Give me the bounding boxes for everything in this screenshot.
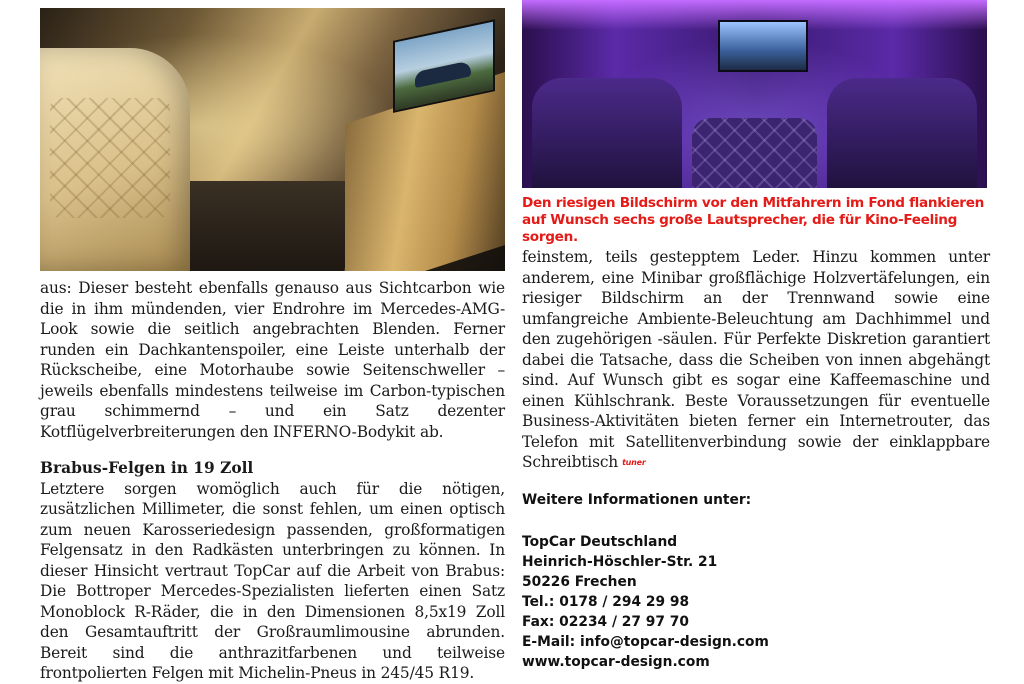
contact-email[interactable]: E-Mail: info@topcar-design.com [522, 634, 769, 651]
tuner-end-logo: tuner [622, 457, 646, 467]
photo-large-screen [718, 20, 808, 72]
interior-photo-ambient-lighting [522, 0, 987, 188]
contact-company: TopCar Deutschland [522, 534, 678, 551]
article-paragraph-bodykit: aus: Dieser besteht ebenfalls genauso aus Sichtcarbon wie die in ihm mündenden, vier Endrohre im Mercedes-AMG-Look sowie die seitlich angebrachten Blenden. Ferner runden ein Dachkantenspoiler, eine Leiste unterhalb der Rückscheibe, eine Motorhaube sowie Seitenschweller – jeweils ebenfalls mindestens teilweise im Carbon-typischen grau schimmernd – und ein Satz dezenter Kotflügelverbreiterungen den INFERNO-Bodykit ab. [40, 279, 505, 441]
contact-city: 50226 Frechen [522, 574, 637, 591]
left-column [40, 0, 505, 684]
contact-street: Heinrich-Höschler-Str. 21 [522, 554, 718, 571]
article-paragraph-interior-text: feinstem, teils gestepptem Leder. Hinzu kommen unter anderem, eine Minibar großflächige Holzvertäfelungen, ein riesiger Bildschirm an der Trennwand sowie eine umfangreiche Ambiente-Beleuchtung am Dachhimmel und den zugehörigen -säulen. Für Perfekte Diskretion garantiert dabei die Tatsache, dass die Scheiben von innen abgehängt sind. Auf Wunsch gibt es sogar eine Kaffeemaschine und einen Kühlschrank. Beste Voraussetzungen für eventuelle Business-Aktivitäten bieten ferner ein Internetrouter, das Telefon mit Satellitenverbindung sowie der einklappbare Schreibtisch [522, 248, 990, 471]
info-heading: Weitere Informationen unter: [522, 492, 752, 509]
article-paragraph-wheels: Letztere sorgen womöglich auch für die nötigen, zusätzlichen Millimeter, die sonst fehlen, um einen optisch zum neuen Karosseriedesign passenden, großformatigen Felgensatz in den Radkästen unterbringen zu können. In dieser Hinsicht vertraut TopCar auf die Arbeit von Brabus: Die Bottroper Mercedes-Spezialisten lieferten einen Satz Monoblock R-Räder, die in den Dimensionen 8,5x19 Zoll den Gesamtauftritt der Großraumlimousine abrunden. Bereit sind die anthrazitfarbenen und teilweise frontpolierten Felgen mit Michelin-Pneus in 245/45 R19. [40, 479, 505, 682]
photo-quilted-cushion [692, 118, 817, 188]
subheading-wheels: Brabus-Felgen in 19 Zoll [40, 459, 254, 477]
photo-seat-left [532, 78, 682, 188]
interior-photo-cream-leather [40, 8, 505, 271]
right-column [522, 0, 990, 672]
contact-fax: Fax: 02234 / 27 97 70 [522, 614, 689, 631]
photo-seat-right [827, 78, 977, 188]
photo-leather-seat [40, 48, 190, 271]
article-paragraph-interior [522, 247, 990, 473]
photo-caption: Den riesigen Bildschirm vor den Mitfahrern im Fond flankieren auf Wunsch sechs große Lautsprecher, die für Kino-Feeling sorgen. [522, 195, 985, 245]
contact-website[interactable]: www.topcar-design.com [522, 654, 710, 671]
contact-phone: Tel.: 0178 / 294 29 98 [522, 594, 690, 611]
contact-block [522, 532, 990, 672]
